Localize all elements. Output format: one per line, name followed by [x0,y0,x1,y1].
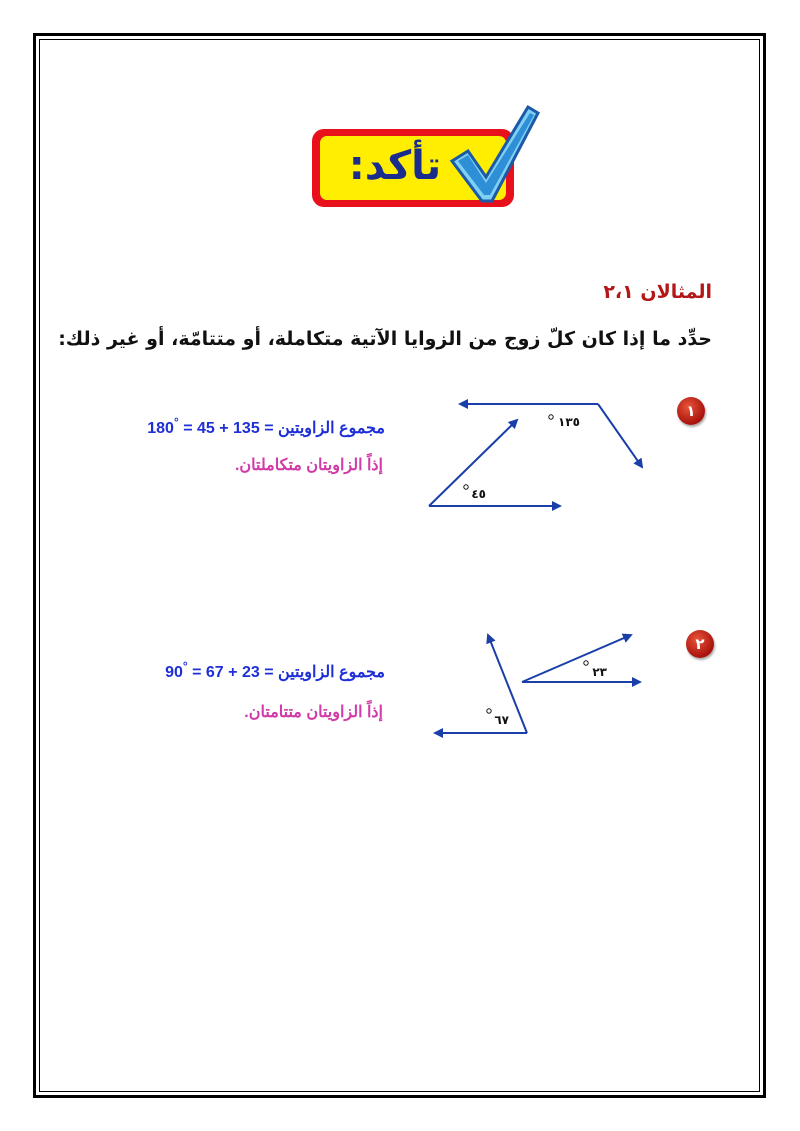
degree-mark [584,661,588,665]
ray [598,404,642,467]
angle-67 [435,635,527,733]
sum-line-1 [147,415,385,438]
instruction-text: حدِّد ما إذا كان كلّ زوج من الزوايا الآتية متكاملة، أو متتامّة، أو غير ذلك: [58,328,712,350]
sum-label: مجموع الزاويتين = [264,664,385,681]
sum-equation: 135 + 45 = 180° [147,415,260,437]
sum-label: مجموع الزاويتين = [264,420,385,437]
degree-mark [549,415,553,419]
angle-23 [522,635,640,682]
checkmark-icon [448,103,540,213]
angle-diagram-1 [410,390,660,520]
degree-symbol: ° [182,659,188,673]
badge-title: تأكد: [348,143,442,189]
degree-symbol: ° [173,415,179,429]
angle-label-23: ٢٣ [592,665,607,679]
angle-45 [429,420,560,506]
conclusion-2: إذاً الزاويتان متتامتان. [244,704,383,721]
sum-line-2 [165,659,385,682]
section-heading: المثالان ٢،١ [603,281,712,303]
confirm-badge [310,103,540,213]
sum-equation: 23 + 67 = 90° [165,659,260,681]
angle-diagram-2 [420,620,660,750]
angle-label-135: ١٣٥ [558,415,580,429]
exercise-number-2: ٢ [686,630,714,658]
angle-135 [460,404,642,467]
conclusion-1: إذاً الزاويتان متكاملتان. [234,457,383,474]
angle-label-67: ٦٧ [494,713,509,727]
degree-mark [487,709,491,713]
angle-label-45: ٤٥ [471,487,486,501]
ray [522,635,631,682]
exercise-number-1: ١ [677,397,705,425]
degree-mark [464,485,468,489]
